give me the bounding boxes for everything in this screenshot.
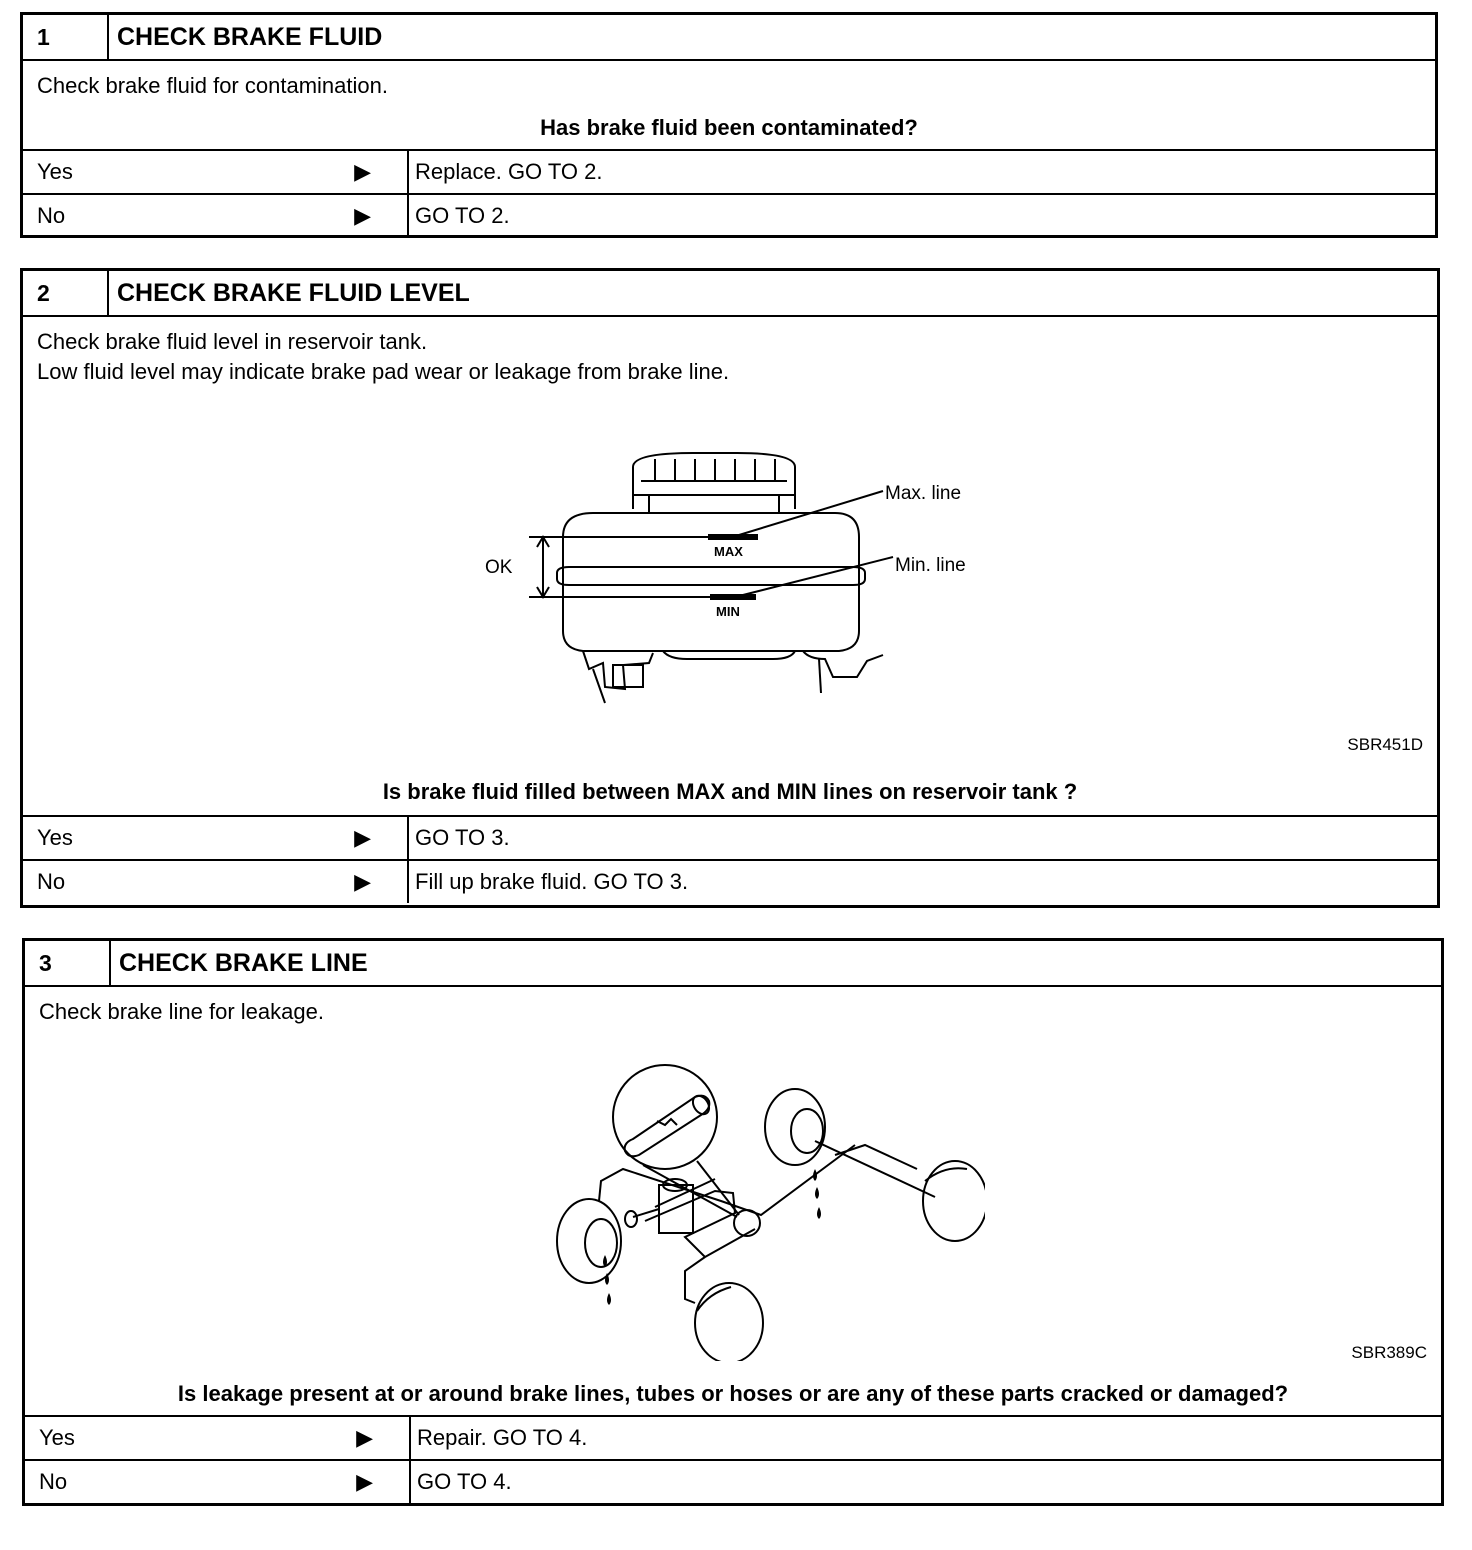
answer-label: Yes xyxy=(37,825,73,850)
answer-label: No xyxy=(39,1469,68,1494)
step-1-header xyxy=(23,15,1435,61)
step-number: 3 xyxy=(25,941,111,985)
max-mark-label: MAX xyxy=(714,544,743,559)
drop-icon xyxy=(817,1207,821,1219)
step-1-body xyxy=(23,61,1435,149)
answer-action: Replace. GO TO 2. xyxy=(415,159,603,184)
answer-label: Yes xyxy=(39,1425,75,1450)
drop-icon xyxy=(815,1187,819,1199)
step-instruction: Check brake line for leakage. xyxy=(39,999,324,1024)
leak-drops xyxy=(525,1061,985,1361)
arrow-right-icon: ▶ xyxy=(354,825,371,850)
arrow-right-icon: ▶ xyxy=(354,869,371,894)
answer-label: No xyxy=(37,203,66,228)
figure-code: SBR389C xyxy=(1351,1343,1427,1362)
step-instruction: Check brake fluid level in reservoir tank. Low fluid level may indicate brake pad wear or leakage from brake line. xyxy=(37,329,730,384)
answer-action: GO TO 3. xyxy=(415,825,510,850)
answer-action: GO TO 4. xyxy=(417,1469,512,1494)
answer-row-yes xyxy=(23,149,1435,193)
step-3-box xyxy=(22,938,1444,1506)
step-number: 1 xyxy=(23,15,109,59)
answer-action: Fill up brake fluid. GO TO 3. xyxy=(415,869,689,894)
answer-row-no xyxy=(23,193,1435,237)
arrow-right-icon: ▶ xyxy=(356,1425,373,1450)
max-line-label: Max. line xyxy=(885,483,962,504)
step-2-header xyxy=(23,271,1437,317)
arrow-right-icon: ▶ xyxy=(354,203,371,228)
step-3-body xyxy=(25,987,1441,1415)
step-3-header xyxy=(25,941,1441,987)
drop-icon xyxy=(813,1169,817,1181)
arrow-right-icon: ▶ xyxy=(356,1469,373,1494)
step-title: CHECK BRAKE FLUID xyxy=(117,23,383,51)
min-mark-label: MIN xyxy=(716,604,740,619)
step-title: CHECK BRAKE LINE xyxy=(119,949,368,977)
ok-range-label: OK xyxy=(485,557,513,578)
answer-action: GO TO 2. xyxy=(415,203,510,228)
drop-icon xyxy=(603,1255,607,1267)
step-question: Is leakage present at or around brake lines, tubes or hoses or are any of these parts cracked or damaged? xyxy=(177,1381,1289,1406)
step-question: Has brake fluid been contaminated? xyxy=(540,115,918,140)
drop-icon xyxy=(607,1293,611,1305)
answer-row-no xyxy=(25,1459,1441,1503)
step-title: CHECK BRAKE FLUID LEVEL xyxy=(117,279,470,307)
reservoir-tank-labels xyxy=(473,445,1033,725)
answer-row-yes xyxy=(25,1415,1441,1459)
answer-label: No xyxy=(37,869,66,894)
step-number: 2 xyxy=(23,271,109,315)
step-2-box xyxy=(20,268,1440,908)
step-2-body xyxy=(23,317,1437,815)
step-question: Is brake fluid filled between MAX and MIN lines on reservoir tank ? xyxy=(382,779,1078,804)
step-1-box xyxy=(20,12,1438,238)
min-line-label: Min. line xyxy=(895,555,966,576)
answer-row-no xyxy=(23,859,1437,903)
step-instruction: Check brake fluid for contamination. xyxy=(37,73,388,98)
answer-action: Repair. GO TO 4. xyxy=(417,1425,588,1450)
drop-icon xyxy=(605,1273,609,1285)
arrow-right-icon: ▶ xyxy=(354,159,371,184)
figure-code: SBR451D xyxy=(1347,735,1423,754)
answer-row-yes xyxy=(23,815,1437,859)
answer-label: Yes xyxy=(37,159,73,184)
